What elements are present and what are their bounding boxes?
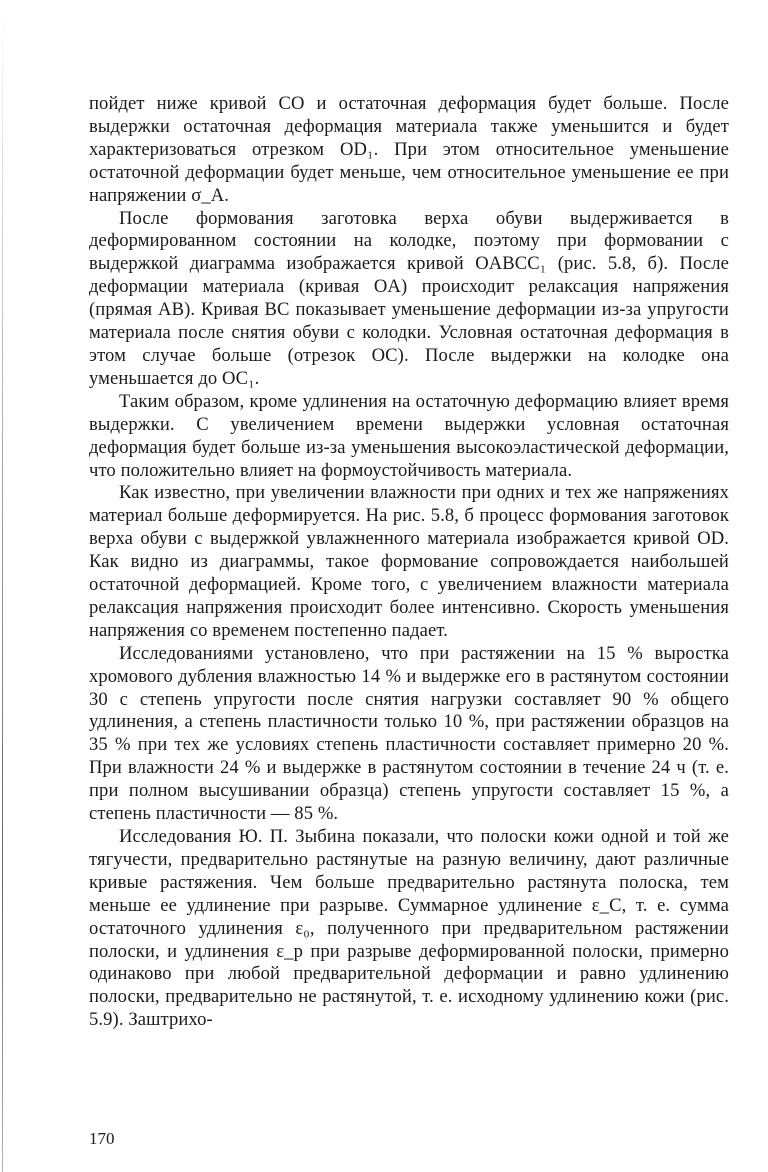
paragraph-4: Как известно, при увеличении влажности при одних и тех же напряжениях материал больше деформируется. На рис. 5.8, б процесс формования заготовок верха обуви с выдержкой увлажненного материала изображается кривой OD. Как видно из диаграммы, такое формование сопровождается наибольшей остаточной деформацией. Кроме того, с увеличением влажности материала релаксация напряжения происходит более интенсивно. Скорость уменьшения напряжения со временем постепенно падает. bbox=[89, 482, 729, 641]
scan-edge-shadow bbox=[2, 0, 3, 1172]
page-number: 170 bbox=[89, 1129, 115, 1148]
paragraph-6: Исследования Ю. П. Зыбина показали, что полоски кожи одной и той же тягучести, предварительно растянутые на разную величину, дают различные кривые растяжения. Чем больше предварительно растянута полоска, тем меньше ее удлинение при разрыве. Суммарное удлинение ε_C, т. е. сумма остаточного удлинения ε₀, полученного при предварительном растяжении полоски, и удлинения ε_р при разрыве деформированной полоски, примерно одинаково при любой предварительной деформации и равно удлинению полоски, предварительно не растянутой, т. е. исходному удлинению кожи (рис. 5.9). Заштрихо- bbox=[89, 826, 729, 1031]
paragraph-5: Исследованиями установлено, что при растяжении на 15 % выростка хромового дубления влажностью 14 % и выдержке его в растянутом состоянии 30 с степень упругости после снятия нагрузки составляет 90 % общего удлинения, а степень пластичности только 10 %, при растяжении образцов на 35 % при тех же условиях степень пластичности составляет примерно 20 %. При влажности 24 % и выдержке в растянутом состоянии в течение 24 ч (т. е. при полном высушивании образца) степень упругости составляет 15 %, а степень пластичности — 85 %. bbox=[89, 642, 729, 825]
body-text bbox=[89, 93, 729, 1032]
paragraph-2: После формования заготовка верха обуви выдерживается в деформированном состоянии на колодке, поэтому при формовании с выдержкой диаграмма изображается кривой OABCC₁ (рис. 5.8, б). После деформации материала (кривая OA) происходит релаксация напряжения (прямая AB). Кривая BC показывает уменьшение деформации из-за упругости материала после снятия обуви с колодки. Условная остаточная деформация в этом случае больше (отрезок OC). После выдержки на колодке она уменьшается до OC₁. bbox=[89, 207, 729, 389]
paragraph-3: Таким образом, кроме удлинения на остаточную деформацию влияет время выдержки. С увеличением времени выдержки условная остаточная деформация будет больше из-за уменьшения высокоэластической деформации, что положительно влияет на формоустойчивость материала. bbox=[89, 390, 729, 481]
paragraph-1: пойдет ниже кривой CO и остаточная деформация будет больше. После выдержки остаточная деформация материала также уменьшится и будет характеризоваться отрезком OD₁. При этом относительное уменьшение остаточной деформации будет меньше, чем относительное уменьшение ее при напряжении σ_A. bbox=[89, 93, 729, 206]
